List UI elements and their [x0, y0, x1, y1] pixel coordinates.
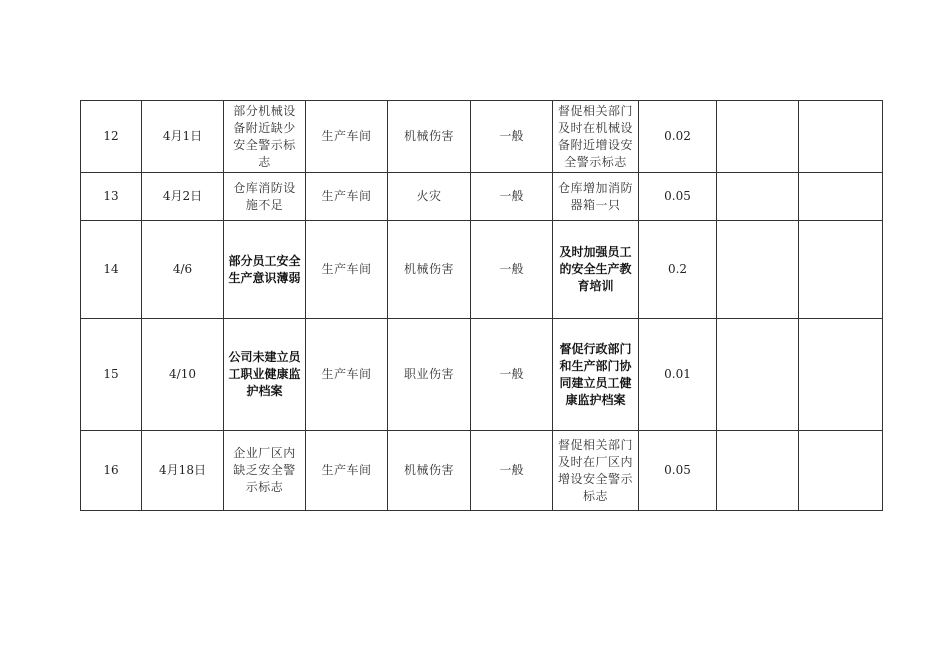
accident-type-cell: 机械伤害	[388, 221, 471, 319]
blank-cell	[799, 221, 883, 319]
cost-cell: 0.05	[639, 173, 717, 221]
table-row	[81, 221, 883, 319]
hazard-table	[80, 100, 883, 511]
table-row	[81, 173, 883, 221]
hazard-description: 部分机械设备附近缺少安全警示标志	[224, 101, 306, 173]
accident-type-cell: 火灾	[388, 173, 471, 221]
blank-cell	[799, 431, 883, 511]
date-cell: 4月1日	[142, 101, 224, 173]
measure-cell: 督促相关部门及时在厂区内增设安全警示标志	[553, 431, 639, 511]
location-cell: 生产车间	[306, 221, 388, 319]
location-cell: 生产车间	[306, 431, 388, 511]
blank-cell	[799, 173, 883, 221]
blank-cell	[717, 431, 799, 511]
blank-cell	[717, 173, 799, 221]
date-cell: 4/6	[142, 221, 224, 319]
location-cell: 生产车间	[306, 319, 388, 431]
blank-cell	[717, 221, 799, 319]
accident-type-cell: 职业伤害	[388, 319, 471, 431]
accident-type-cell: 机械伤害	[388, 431, 471, 511]
accident-type-cell: 机械伤害	[388, 101, 471, 173]
location-cell: 生产车间	[306, 173, 388, 221]
blank-cell	[799, 101, 883, 173]
level-cell: 一般	[471, 319, 553, 431]
hazard-description: 公司未建立员工职业健康监护档案	[224, 319, 306, 431]
date-cell: 4月18日	[142, 431, 224, 511]
row-number: 15	[81, 319, 142, 431]
row-number: 12	[81, 101, 142, 173]
blank-cell	[717, 319, 799, 431]
level-cell: 一般	[471, 431, 553, 511]
location-cell: 生产车间	[306, 101, 388, 173]
row-number: 16	[81, 431, 142, 511]
table-row	[81, 101, 883, 173]
measure-cell: 督促行政部门和生产部门协同建立员工健康监护档案	[553, 319, 639, 431]
cost-cell: 0.05	[639, 431, 717, 511]
measure-cell: 及时加强员工的安全生产教育培训	[553, 221, 639, 319]
level-cell: 一般	[471, 173, 553, 221]
hazard-description: 企业厂区内缺乏安全警示标志	[224, 431, 306, 511]
cost-cell: 0.01	[639, 319, 717, 431]
hazard-description: 部分员工安全生产意识薄弱	[224, 221, 306, 319]
cost-cell: 0.02	[639, 101, 717, 173]
date-cell: 4/10	[142, 319, 224, 431]
cost-cell: 0.2	[639, 221, 717, 319]
blank-cell	[799, 319, 883, 431]
level-cell: 一般	[471, 221, 553, 319]
blank-cell	[717, 101, 799, 173]
table-row	[81, 319, 883, 431]
row-number: 14	[81, 221, 142, 319]
measure-cell: 仓库增加消防器箱一只	[553, 173, 639, 221]
row-number: 13	[81, 173, 142, 221]
date-cell: 4月2日	[142, 173, 224, 221]
table-row	[81, 431, 883, 511]
hazard-description: 仓库消防设施不足	[224, 173, 306, 221]
level-cell: 一般	[471, 101, 553, 173]
measure-cell: 督促相关部门及时在机械设备附近增设安全警示标志	[553, 101, 639, 173]
